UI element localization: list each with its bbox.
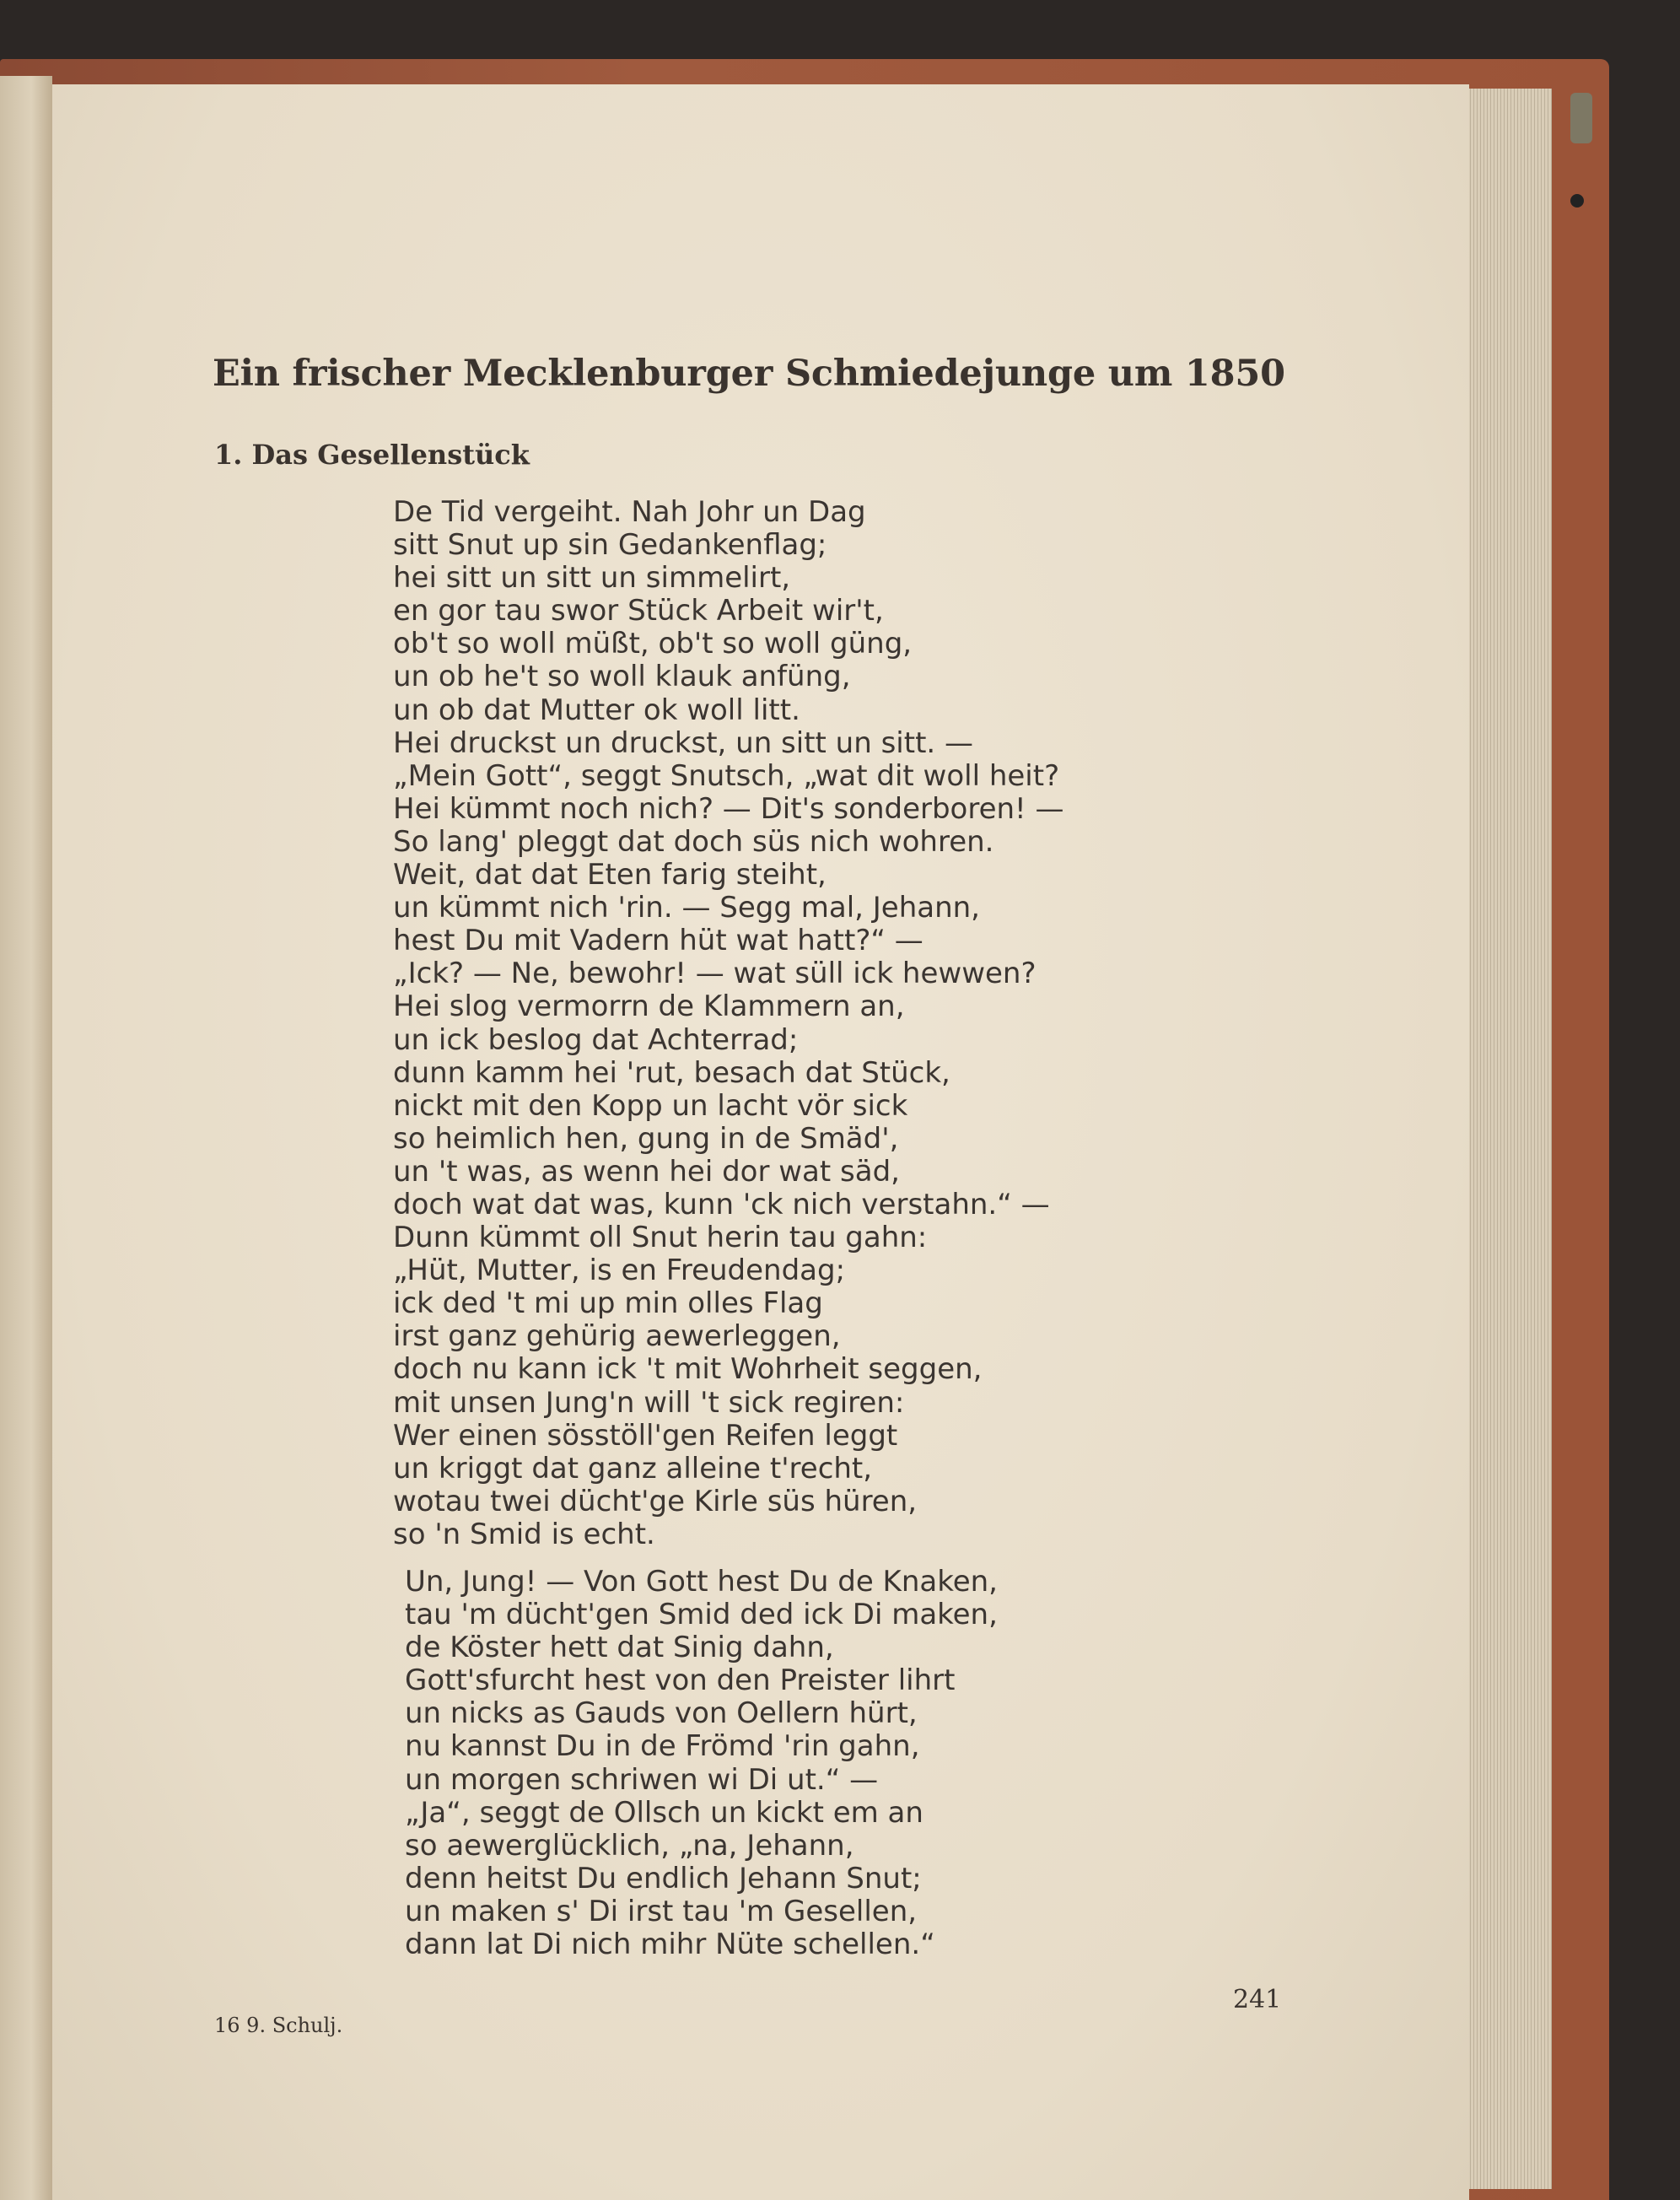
poem-line: dann lat Di nich mihr Nüte schellen.“ <box>405 1928 935 1962</box>
poem-line: hei sitt un sitt un simmelirt, <box>393 561 791 596</box>
printer-signature: 16 9. Schulj. <box>214 2014 343 2037</box>
poem-line: tau 'm dücht'gen Smid ded ick Di maken, <box>405 1598 998 1632</box>
poem-line: un ob he't so woll klauk anfüng, <box>393 660 851 694</box>
poem <box>393 496 1236 1961</box>
poem-line: un nicks as Gauds von Oellern hürt, <box>405 1696 918 1731</box>
poem-line: Dunn kümmt oll Snut herin tau gahn: <box>393 1221 928 1255</box>
page-number: 241 <box>1233 1985 1282 2014</box>
poem-line: so aewerglücklich, „na, Jehann, <box>405 1828 854 1863</box>
poem-stanza-1 <box>393 496 1236 1551</box>
poem-line: „Mein Gott“, seggt Snutsch, „wat dit woll heit? <box>393 758 1060 793</box>
poem-line: doch nu kann ick 't mit Wohrheit seggen, <box>393 1352 983 1387</box>
poem-line: un 't was, as wenn hei dor wat säd, <box>393 1154 900 1189</box>
poem-line: dunn kamm hei 'rut, besach dat Stück, <box>393 1055 950 1090</box>
poem-line: „Hüt, Mutter, is en Freudendag; <box>393 1254 846 1288</box>
poem-line: irst ganz gehürig aewerleggen, <box>393 1319 841 1354</box>
cover-corner-protector <box>1570 93 1592 143</box>
poem-line: un kriggt dat ganz alleine t'recht, <box>393 1451 873 1486</box>
poem-line: „Ick? — Ne, bewohr! — wat süll ick hewwen? <box>393 957 1037 991</box>
poem-line: So lang' pleggt dat doch süs nich wohren. <box>393 824 994 859</box>
poem-line: Weit, dat dat Eten farig steiht, <box>393 858 827 892</box>
left-page-sliver <box>0 76 52 2200</box>
poem-line: ick ded 't mi up min olles Flag <box>393 1286 823 1321</box>
poem-line: un kümmt nich 'rin. — Segg mal, Jehann, <box>393 891 980 925</box>
poem-line: en gor tau swor Stück Arbeit wir't, <box>393 594 884 628</box>
poem-line: Un, Jung! — Von Gott hest Du de Knaken, <box>405 1565 998 1599</box>
poem-line: un maken s' Di irst tau 'm Gesellen, <box>405 1894 918 1928</box>
poem-line: Gott'sfurcht hest von den Preister lihrt <box>405 1663 956 1698</box>
poem-line: nu kannst Du in de Frömd 'rin gahn, <box>405 1729 920 1764</box>
poem-line: nickt mit den Kopp un lacht vör sick <box>393 1088 908 1123</box>
page-edge-stack <box>1467 89 1552 2189</box>
poem-line: de Köster hett dat Sinig dahn, <box>405 1631 834 1665</box>
poem-line: mit unsen Jung'n will 't sick regiren: <box>393 1385 905 1420</box>
poem-line: so 'n Smid is echt. <box>393 1517 655 1551</box>
page-title: Ein frischer Mecklenburger Schmiedejunge um 1850 <box>213 353 1285 395</box>
poem-line: „Ja“, seggt de Ollsch un kickt em an <box>405 1795 923 1830</box>
poem-line: un ick beslog dat Achterrad; <box>393 1022 799 1057</box>
poem-line: Hei kümmt noch nich? — Dit's sonderboren! — <box>393 791 1064 826</box>
poem-line: un morgen schriwen wi Di ut.“ — <box>405 1762 879 1797</box>
poem-line: doch wat dat was, kunn 'ck nich verstahn.“ — <box>393 1187 1050 1221</box>
poem-line: Wer einen sösstöll'gen Reifen leggt <box>393 1418 898 1453</box>
poem-line: De Tid vergeiht. Nah Johr un Dag <box>393 495 866 529</box>
section-heading: 1. Das Gesellenstück <box>214 439 530 471</box>
book-page <box>52 84 1469 2200</box>
poem-line: Hei slog vermorrn de Klammern an, <box>393 989 905 1024</box>
poem-line: sitt Snut up sin Gedankenflag; <box>393 528 827 563</box>
poem-line: Hei druckst un druckst, un sitt un sitt. — <box>393 725 974 760</box>
poem-line: hest Du mit Vadern hüt wat hatt?“ — <box>393 924 923 958</box>
poem-line: denn heitst Du endlich Jehann Snut; <box>405 1861 922 1895</box>
poem-stanza-2 <box>405 1566 1236 1961</box>
poem-line: un ob dat Mutter ok woll litt. <box>393 693 800 727</box>
cover-rivet <box>1570 194 1584 208</box>
poem-line: so heimlich hen, gung in de Smäd', <box>393 1121 899 1156</box>
poem-line: ob't so woll müßt, ob't so woll güng, <box>393 627 913 661</box>
poem-line: wotau twei dücht'ge Kirle süs hüren, <box>393 1484 918 1518</box>
